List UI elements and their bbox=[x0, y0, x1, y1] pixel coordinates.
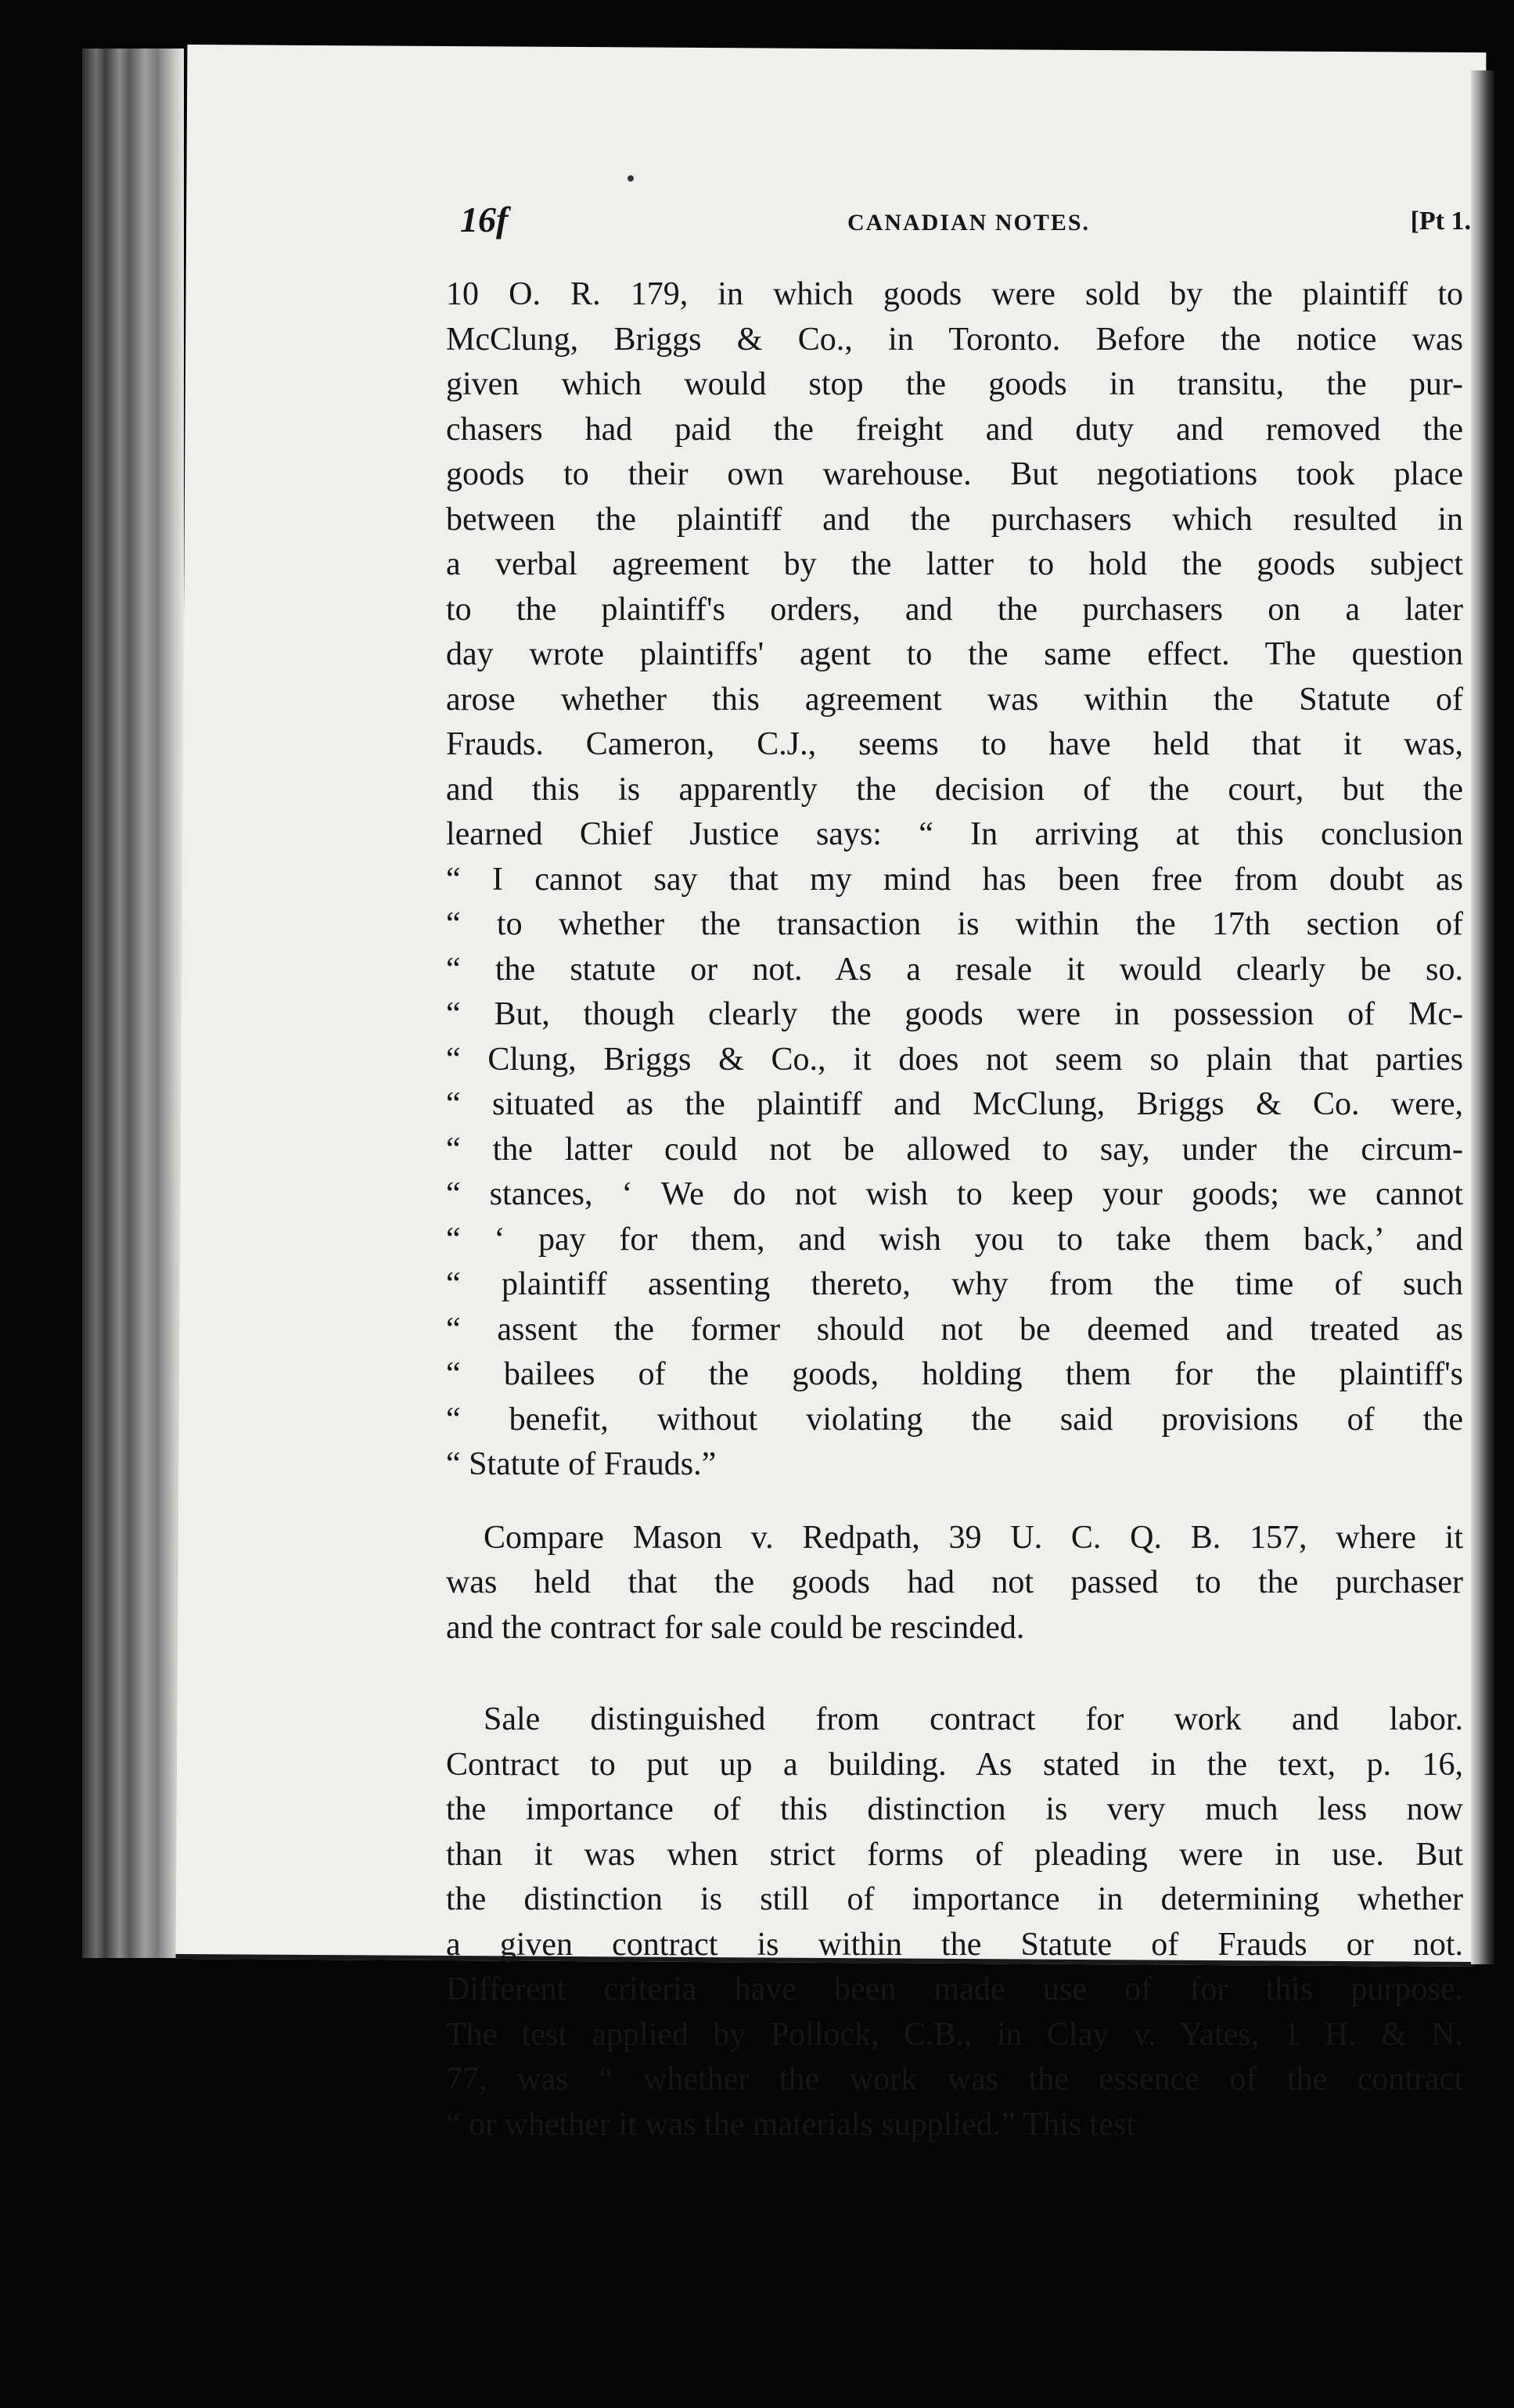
text-line: the distinction is still of importance in determining whether bbox=[446, 1881, 1463, 1917]
text-line: to the plaintiff's orders, and the purchasers on a later bbox=[446, 591, 1463, 628]
text-line: “ I cannot say that my mind has been free from doubt as bbox=[446, 861, 1463, 898]
text-line: The test applied by Pollock, C.B., in Clay v. Yates, 1 H. & N. bbox=[446, 2016, 1463, 2053]
text-line: was held that the goods had not passed to the purchaser bbox=[446, 1564, 1463, 1600]
text-line: Different criteria have been made use of for this purpose. bbox=[446, 1971, 1463, 2007]
paragraph bbox=[446, 272, 1463, 1488]
text-line: “ bailees of the goods, holding them for the plaintiff's bbox=[446, 1356, 1463, 1392]
text-line: between the plaintiff and the purchasers which resulted in bbox=[446, 501, 1463, 538]
text-line: given which would stop the goods in transitu, the pur- bbox=[446, 366, 1463, 402]
paragraph-gap bbox=[446, 1650, 1463, 1697]
page-header bbox=[460, 199, 1471, 246]
text-line: arose whether this agreement was within the Statute of bbox=[446, 681, 1463, 718]
text-line: “ to whether the transaction is within the 17th section of bbox=[446, 906, 1463, 942]
running-head: CANADIAN NOTES. bbox=[847, 210, 1091, 236]
text-line: “ plaintiff assenting thereto, why from the time of such bbox=[446, 1266, 1463, 1302]
text-line: “ situated as the plaintiff and McClung, Briggs & Co. were, bbox=[446, 1086, 1463, 1122]
text-line: McClung, Briggs & Co., in Toronto. Before the notice was bbox=[446, 321, 1463, 358]
text-line: chasers had paid the freight and duty and removed the bbox=[446, 411, 1463, 448]
text-line: Sale distinguished from contract for work and labor. bbox=[484, 1701, 1463, 1737]
text-line: and this is apparently the decision of the court, but the bbox=[446, 771, 1463, 808]
text-line: Frauds. Cameron, C.J., seems to have held that it was, bbox=[446, 726, 1463, 762]
paragraph bbox=[446, 1697, 1463, 2147]
text-line: Contract to put up a building. As stated in the text, p. 16, bbox=[446, 1746, 1463, 1783]
text-line: “ But, though clearly the goods were in possession of Mc- bbox=[446, 996, 1463, 1032]
part-label: [Pt 1. bbox=[1410, 207, 1471, 236]
text-line: the importance of this distinction is very much less now bbox=[446, 1791, 1463, 1827]
text-line: learned Chief Justice says: “ In arriving at this conclusion bbox=[446, 816, 1463, 852]
text-line: 77, was “ whether the work was the essence of the contract bbox=[446, 2061, 1463, 2097]
ink-speck bbox=[628, 175, 634, 182]
paragraph-gap bbox=[446, 1488, 1463, 1516]
text-line: goods to their own warehouse. But negotiations took place bbox=[446, 456, 1463, 492]
text-line: than it was when strict forms of pleading were in use. But bbox=[446, 1836, 1463, 1873]
text-line: a given contract is within the Statute of Frauds or not. bbox=[446, 1926, 1463, 1963]
text-line: “ benefit, without violating the said provisions of the bbox=[446, 1401, 1463, 1438]
text-line: 10 O. R. 179, in which goods were sold by the plaintiff to bbox=[446, 276, 1463, 312]
book-gutter bbox=[82, 49, 184, 1958]
page-number: 16f bbox=[460, 200, 509, 239]
paragraph bbox=[446, 1516, 1463, 1651]
text-line: day wrote plaintiffs' agent to the same effect. The question bbox=[446, 636, 1463, 672]
page-body bbox=[446, 272, 1463, 2147]
text-line: “ stances, ‘ We do not wish to keep your goods; we cannot bbox=[446, 1176, 1463, 1212]
text-line: “ or whether it was the materials supplied.” This test bbox=[446, 2106, 1135, 2143]
text-line: Compare Mason v. Redpath, 39 U. C. Q. B. 157, where it bbox=[484, 1519, 1463, 1556]
text-line: “ ‘ pay for them, and wish you to take them back,’ and bbox=[446, 1221, 1463, 1258]
text-line: a verbal agreement by the latter to hold the goods subject bbox=[446, 546, 1463, 582]
text-line: and the contract for sale could be rescinded. bbox=[446, 1609, 1025, 1646]
text-line: “ assent the former should not be deemed and treated as bbox=[446, 1311, 1463, 1348]
text-line: “ the latter could not be allowed to say, under the circum- bbox=[446, 1131, 1463, 1168]
text-line: “ Clung, Briggs & Co., it does not seem so plain that parties bbox=[446, 1041, 1463, 1078]
text-line: “ Statute of Frauds.” bbox=[446, 1446, 717, 1482]
page-right-edge bbox=[1471, 70, 1494, 1964]
text-line: “ the statute or not. As a resale it would clearly be so. bbox=[446, 951, 1463, 988]
